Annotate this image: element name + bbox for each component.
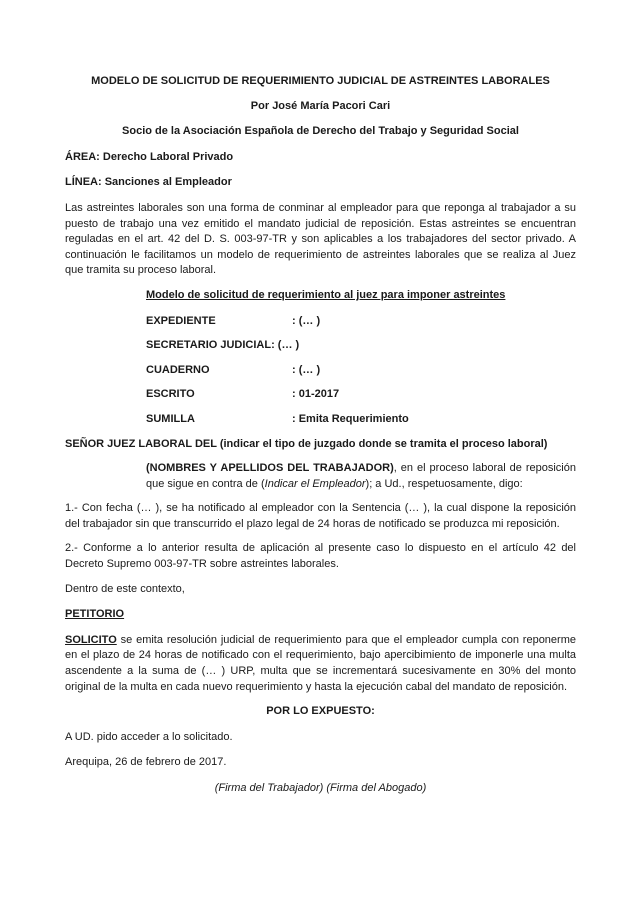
- expediente-label: EXPEDIENTE: [146, 314, 216, 327]
- point-1: 1.- Con fecha (… ), se ha notificado al empleador con la Sentencia (… ), la cual dispone la reposición del trabajador sin que transcurrido el plazo legal de 24 horas de notificado se produzca mi reposición.: [65, 502, 576, 530]
- por-lo-expuesto: POR LO EXPUESTO:: [266, 705, 375, 718]
- solicito-text: se emita resolución judicial de requerimiento para que el empleador cumpla con reponerme en el plazo de 24 horas de notificado con el requerimiento, bajo apercibimiento de imponerle una multa ascendente a la suma de (… ) URP, multa que se incrementará sucesivamente en 30% del monto original de la multa en cada nuevo requerimiento y hasta la ejecución cabal del mandato de reposición.: [65, 633, 576, 693]
- cuaderno-label: CUADERNO: [146, 363, 210, 376]
- sumilla-value: : Emita Requerimiento: [292, 412, 409, 425]
- addressee-line: SEÑOR JUEZ LABORAL DEL (indicar el tipo de juzgado donde se tramita el proceso laboral): [65, 437, 548, 450]
- solicito-paragraph: [65, 633, 576, 695]
- secretario-label: SECRETARIO JUDICIAL: (… ): [146, 339, 300, 352]
- cuaderno-value: : (… ): [292, 363, 321, 376]
- solicito-label: SOLICITO: [65, 633, 117, 646]
- petitorio-heading: PETITORIO: [65, 608, 125, 621]
- closing-line: A UD. pido acceder a lo solicitado.: [65, 730, 233, 743]
- signature-line: [65, 781, 576, 797]
- expediente-row: [146, 314, 576, 330]
- linea-line: LÍNEA: Sanciones al Empleador: [65, 176, 232, 189]
- secretario-row: [146, 338, 576, 354]
- escrito-row: [146, 387, 576, 403]
- document-title: MODELO DE SOLICITUD DE REQUERIMIENTO JUDICIAL DE ASTREINTES LABORALES: [91, 75, 550, 87]
- signatures: (Firma del Trabajador) (Firma del Abogado): [214, 782, 427, 794]
- opening-paragraph: [146, 461, 576, 492]
- area-line: ÁREA: Derecho Laboral Privado: [65, 150, 234, 163]
- model-title: Modelo de solicitud de requerimiento al juez para imponer astreintes: [146, 288, 506, 301]
- escrito-label: ESCRITO: [146, 388, 195, 401]
- point-2: 2.- Conforme a lo anterior resulta de aplicación al presente caso lo dispuesto en el artículo 42 del Decreto Supremo 003-97-TR sobre astreintes laborales.: [65, 542, 576, 571]
- affiliation-line: Socio de la Asociación Española de Derecho del Trabajo y Seguridad Social: [122, 125, 519, 138]
- opening-text-1: , en el proceso laboral de reposición que sigue en contra de (: [146, 462, 576, 490]
- opening-text-2: ); a Ud., respetuosamente, digo:: [365, 477, 523, 490]
- worker-names: (NOMBRES Y APELLIDOS DEL TRABAJADOR): [146, 462, 394, 475]
- context-line: Dentro de este contexto,: [65, 582, 185, 595]
- sumilla-row: [146, 412, 576, 428]
- escrito-value: : 01-2017: [292, 388, 340, 401]
- expediente-value: : (… ): [292, 314, 321, 327]
- place-date: Arequipa, 26 de febrero de 2017.: [65, 756, 227, 769]
- sumilla-label: SUMILLA: [146, 412, 195, 425]
- intro-paragraph: Las astreintes laborales son una forma de conminar al empleador para que reponga al trabajador a su puesto de trabajo una vez emitido el mandato judicial de reposición. Estas astreintes se encuentran reguladas en el art. 42 del D. S. 003-97-TR y son aplicables a los trabajadores del sector privado. A continuación le facilitamos un modelo de requerimiento de astreintes laborales que se realiza al Juez que tramita su proceso laboral.: [65, 201, 576, 277]
- author-line: Por José María Pacori Cari: [250, 99, 391, 112]
- cuaderno-row: [146, 363, 576, 379]
- employer-placeholder: Indicar el Empleador: [264, 477, 366, 490]
